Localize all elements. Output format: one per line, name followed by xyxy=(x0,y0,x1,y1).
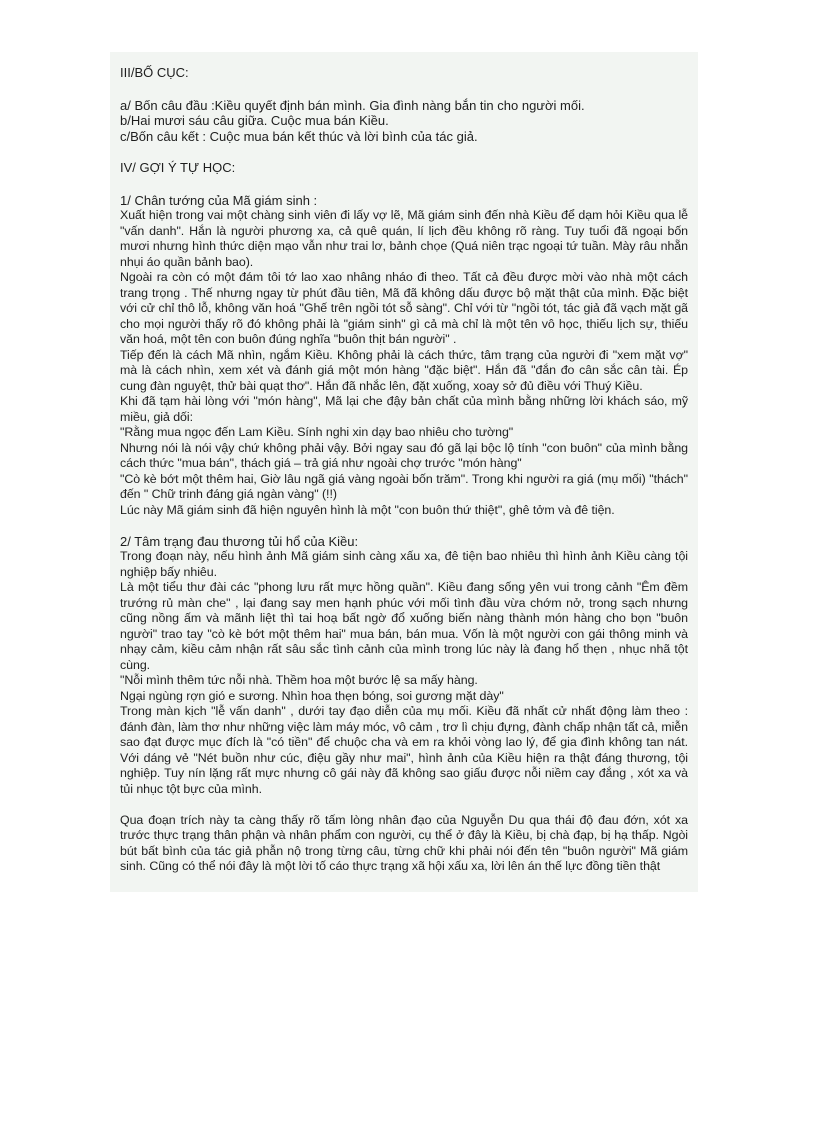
part-2-paragraph: Trong màn kịch "lễ vấn danh" , dưới tay đạo diễn của mụ mối. Kiều đã nhất cử nhất động làm theo : đánh đàn, làm thơ như những việc làm máy móc, vô cảm , trơ lì chịu đựng, đành chấp nhận tất cả, miễn sao đạt được mục đích là "có tiền" để chuộc cha và em ra khỏi vòng lao lý, để gia đình không tan nát. Với dáng vẻ "Nét buồn như cúc, điệu gầy như mai", hình ảnh của Kiều hiện ra thật đáng thương, tội nghiệp. Tuy nín lặng rất mực nhưng cô gái này đã không sao giấu được nỗi niềm cay đắng , xót xa và tủi nhục tột bực của mình. xyxy=(120,704,688,796)
part-1-paragraph: Tiếp đến là cách Mã nhìn, ngắm Kiều. Không phải là cách thức, tâm trạng của người đi "xem mặt vợ" mà là cách nhìn, xem xét và đánh giá một món hàng "đặc biệt". Hắn đã "đắn đo cân sắc cân tài. Ép cung đàn nguyệt, thử bài quạt thơ". Hắn đã nhắc lên, đặt xuống, xoay sở đủ điều với Thuý Kiều. xyxy=(120,347,688,393)
part-1-paragraph: Nhưng nói là nói vậy chứ không phải vậy. Bởi ngay sau đó gã lại bộc lộ tính "con buôn" của mình bằng cách thức "mua bán", thách giá – trả giá như ngoài chợ trước "món hàng" xyxy=(120,440,688,470)
part-2-quote: "Nỗi mình thêm tức nỗi nhà. Thềm hoa một bước lệ sa mấy hàng. xyxy=(120,673,478,687)
part-1-paragraph: Lúc này Mã giám sinh đã hiện nguyên hình là một "con buôn thứ thiệt", ghê tởm và đê tiện. xyxy=(120,502,615,517)
structure-outline xyxy=(120,98,688,145)
conclusion-paragraph: Qua đoạn trích này ta càng thấy rõ tấm lòng nhân đạo của Nguyễn Du qua thái độ đau đớn, xót xa trước thực trạng thân phận và nhân phẩm con người, cụ thể ở đây là Kiều, bị chà đạp, bị hạ thấp. Ngòi bút bất bình của tác giả phẫn nộ trong từng câu, từng chữ khi phải nói đến tên "buôn người" Mã giám sinh. Cũng có thể nói đây là một lời tố cáo thực trạng xã hội xấu xa, lời lên án thế lực đồng tiền thật xyxy=(120,812,688,873)
part-1-heading: 1/ Chân tướng của Mã giám sinh : xyxy=(120,192,318,208)
paragraph-gap xyxy=(120,518,688,534)
paragraph-gap xyxy=(120,797,688,813)
part-1-paragraph: Khi đã tạm hài lòng với "món hàng", Mã lại che đậy bản chất của mình bằng những lời khách sáo, mỹ miều, giả dối: xyxy=(120,394,688,424)
part-1-quote: "Cò kè bớt một thêm hai, Giờ lâu ngã giá vàng ngoài bốn trăm". Trong khi người ra giá (mụ mối) "thách" đến " Chữ trinh đáng giá ngàn vàng" (!!) xyxy=(120,471,688,501)
part-1-paragraph: Ngoài ra còn có một đám tôi tớ lao xao nhâng nháo đi theo. Tất cả đều được mời vào nhà một cách trang trọng . Thế nhưng ngay từ phút đầu tiên, Mã đã không dấu được bộ mặt thật của mình. Đặc biệt với cử chỉ thô lỗ, không văn hoá "Ghế trên ngồi tót sỗ sàng". Chỉ với từ "ngồi tót, tác giả đã vạch mặt gã cho mọi người thấy rõ đó không phải là "giám sinh" gì cả mà chỉ là một tên vô học, thiếu lịch sự, thiếu văn hoá, một tên con buôn đúng nghĩa "buôn thịt bán người" . xyxy=(120,270,688,346)
section-4-heading: IV/ GỢI Ý TỰ HỌC: xyxy=(120,160,236,175)
outline-item-b: b/Hai mươi sáu câu giữa. Cuộc mua bán Kiều. xyxy=(120,113,389,128)
document-page xyxy=(110,52,698,892)
outline-item-c: c/Bốn câu kết : Cuộc mua bán kết thúc và lời bình của tác giả. xyxy=(120,128,478,144)
part-1-quote: "Rằng mua ngọc đến Lam Kiều. Sính nghi xin dạy bao nhiêu cho tường" xyxy=(120,425,514,439)
part-2-heading: 2/ Tâm trạng đau thương tủi hổ của Kiều: xyxy=(120,533,359,549)
section-3-heading: III/BỐ CỤC: xyxy=(120,65,189,80)
part-2-paragraph: Là một tiểu thư đài các "phong lưu rất mực hồng quần". Kiều đang sống yên vui trong cảnh "Êm đềm trướng rủ màn che" , lại đang say men hạnh phúc với mối tình đầu vừa chớm nở, trong sạch nhưng cũng nồng ấm và mãnh liệt thì tai hoạ bất ngờ đổ xuống biến nàng thành món hàng cho bọn "buôn người" trao tay "cò kè bớt một thêm hai" mua bán, bán mua. Vốn là một người con gái thông minh và nhạy cảm, kiều cảm nhận rất sâu sắc tình cảnh của mình trong lúc này là đang hổ thẹn , nhục nhã tột cùng. xyxy=(120,580,688,672)
part-2-paragraph: Trong đoạn này, nếu hình ảnh Mã giám sinh càng xấu xa, đê tiện bao nhiêu thì hình ảnh Kiều càng tội nghiệp bấy nhiêu. xyxy=(120,549,688,579)
part-2-quote: Ngại ngùng rợn gió e sương. Nhìn hoa thẹn bóng, soi gương mặt dày" xyxy=(120,688,504,703)
part-1-paragraph: Xuất hiện trong vai một chàng sinh viên đi lấy vợ lẽ, Mã giám sinh đến nhà Kiều để dạm hỏi Kiều qua lễ "vấn danh". Hắn là người phương xa, cả quê quán, lí lịch đều không rõ ràng. Tuy tuổi đã ngoại bốn mươi nhưng hình thức diện mạo vẫn như trai lơ, bảnh chọe (Quá niên trạc ngoại tứ tuần. Mày râu nhẵn nhụi áo quần bảnh bao). xyxy=(120,208,688,269)
outline-item-a: a/ Bốn câu đầu :Kiều quyết định bán mình. Gia đình nàng bắn tin cho người mối. xyxy=(120,97,585,113)
